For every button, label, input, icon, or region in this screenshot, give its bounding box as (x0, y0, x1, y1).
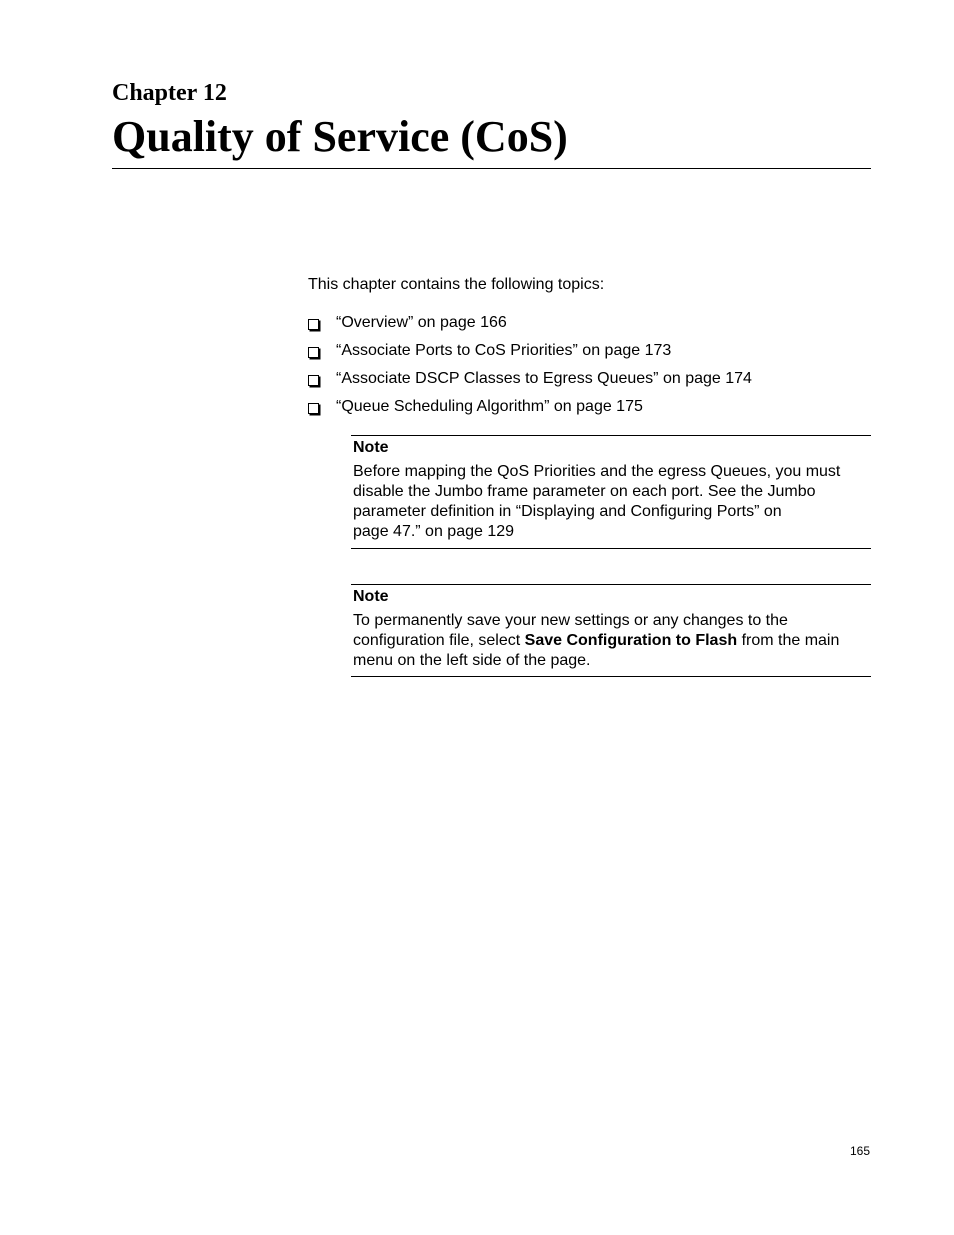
topic-link[interactable]: “Associate DSCP Classes to Egress Queues” on page 174 (336, 370, 752, 387)
note-line: menu on the left side of the page. (353, 652, 591, 669)
note-label: Note (353, 439, 389, 456)
checkbox-icon (308, 375, 319, 386)
chapter-label: Chapter 12 (112, 80, 227, 106)
note-line: parameter definition in “Displaying and Configuring Ports” on (353, 503, 782, 520)
checkbox-icon (308, 403, 319, 414)
list-item (308, 313, 752, 341)
note-line: To permanently save your new settings or any changes to the (353, 612, 788, 629)
topic-link[interactable]: “Queue Scheduling Algorithm” on page 175 (336, 398, 643, 415)
note-text (353, 611, 871, 671)
topic-link[interactable]: “Associate Ports to CoS Priorities” on page 173 (336, 342, 672, 359)
note-line-start: configuration file, select (353, 632, 525, 649)
note-line-end: from the main (737, 632, 840, 649)
list-item (308, 341, 752, 369)
checkbox-icon (308, 319, 319, 330)
note-box-jumbo (351, 435, 871, 549)
topic-list (308, 313, 752, 425)
page-number: 165 (850, 1144, 871, 1158)
note-line: disable the Jumbo frame parameter on each port. See the Jumbo (353, 483, 816, 500)
note-label: Note (353, 588, 389, 605)
note-line[interactable]: page 47.” on page 129 (353, 523, 515, 540)
note-line: Before mapping the QoS Priorities and the egress Queues, you must (353, 463, 841, 480)
note-text (353, 462, 871, 542)
topic-link[interactable]: “Overview” on page 166 (336, 314, 507, 331)
list-item (308, 397, 752, 425)
intro-text: This chapter contains the following topics: (308, 276, 605, 293)
chapter-title: Quality of Service (CoS) (112, 112, 568, 161)
note-box-save (351, 584, 871, 677)
list-item (308, 369, 752, 397)
title-divider (112, 168, 871, 169)
save-config-menu-name: Save Configuration to Flash (524, 632, 738, 649)
checkbox-icon (308, 347, 319, 358)
